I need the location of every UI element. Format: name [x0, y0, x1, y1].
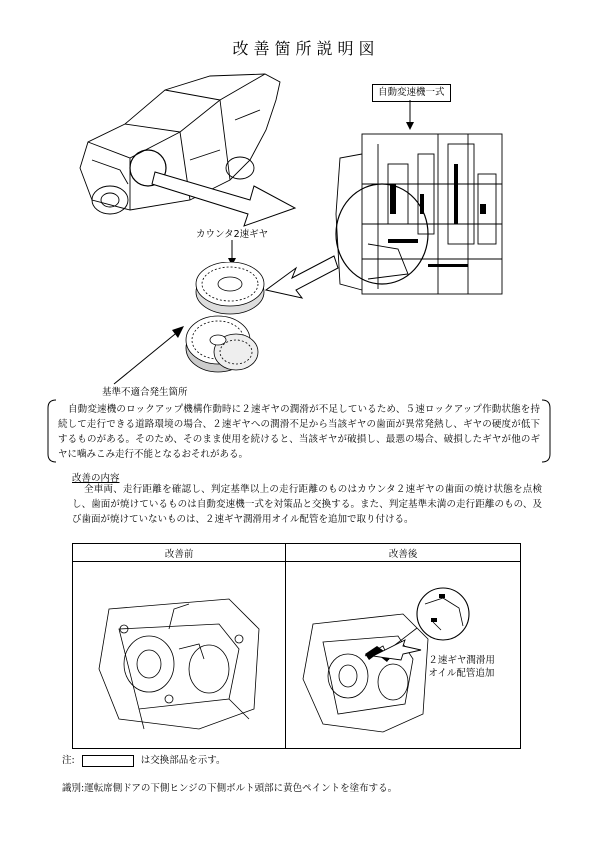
after-callout-line2: オイル配管追加	[428, 668, 495, 679]
note-prefix: 注:	[62, 755, 75, 766]
before-image-cell	[73, 562, 286, 749]
legend-note	[62, 752, 226, 767]
identification-note: 識別:運転席側ドアの下側ヒンジの下側ボルト頭部に黄色ペイントを塗布する。	[62, 783, 398, 794]
improvement-heading: 改善の内容	[72, 473, 120, 484]
improvement-text: 全車両、走行距離を確認し、判定基準以上の走行距離のものはカウンタ２速ギヤの歯面の焼け状態を点検し、歯面が焼けているものは自動変速機一式を対策品と交換する。また、判定基準未満の走行距離のもの、及び歯面が焼けていないものは、２速ギヤ潤滑用オイル配管を追加で取り付ける。	[72, 484, 542, 525]
after-callout	[428, 654, 495, 680]
defect-description: 自動変速機のロックアップ機構作動時に２速ギヤの潤滑が不足しているため、５速ロックアップ作動状態を持続して走行できる道路環境の場合、２速ギヤへの潤滑不足から当該ギヤの歯面が異常発熱し、ギヤの硬度が低下するものがある。そのため、そのまま使用を続けると、当該ギヤが破損し、最悪の場合、破損したギヤが他のギヤに噛みこみ走行不能となるおそれがある。	[58, 404, 540, 460]
arrow-transmission-to-gear	[262, 250, 342, 310]
after-image-cell	[286, 562, 521, 749]
transmission-label: 自動変速機一式	[372, 84, 451, 102]
note-suffix: は交換部品を示す。	[140, 755, 226, 766]
transmission-cross-section	[328, 124, 506, 302]
replacement-part-legend-box	[82, 755, 134, 767]
after-header: 改善後	[286, 544, 521, 562]
before-header: 改善前	[73, 544, 286, 562]
highlight-circle-transmission	[336, 184, 428, 284]
before-transmission-illustration	[79, 569, 279, 739]
after-callout-line1: ２速ギヤ潤滑用	[428, 655, 495, 666]
defect-pointer	[104, 320, 194, 390]
page-title: 改善箇所説明図	[232, 39, 380, 58]
gear-label: カウンタ2速ギヤ	[196, 229, 269, 240]
comparison-table	[72, 543, 521, 749]
defect-label: 基準不適合発生箇所	[102, 387, 188, 398]
